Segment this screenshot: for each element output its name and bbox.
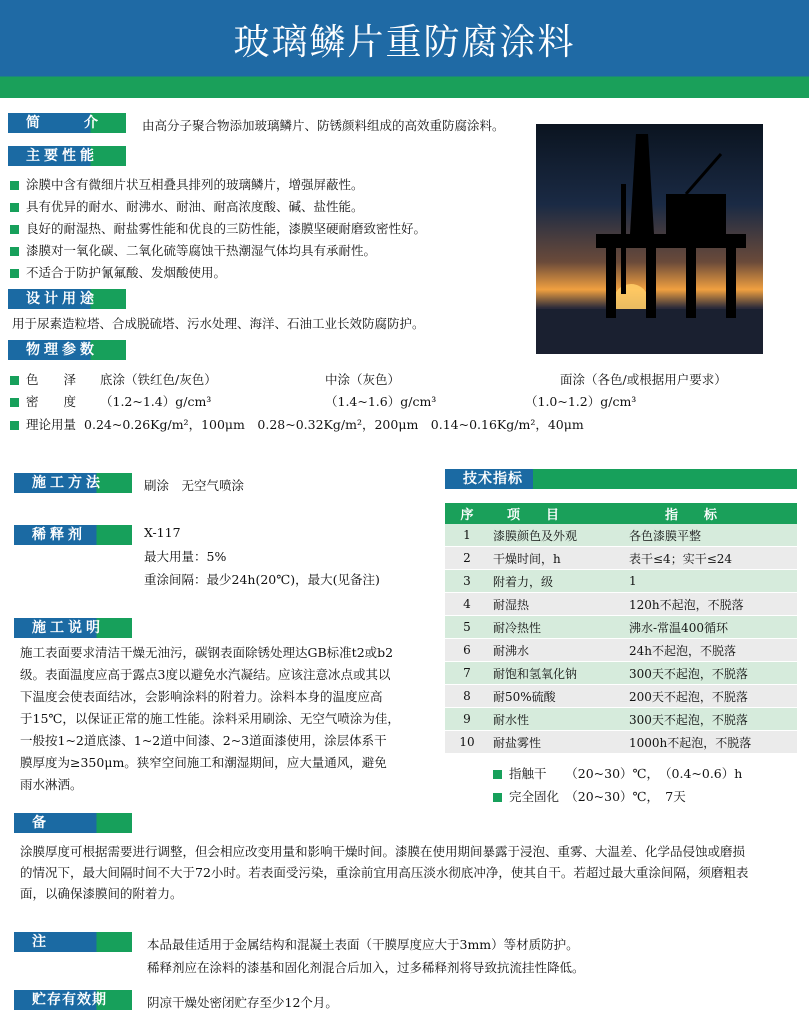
bullet-icon	[10, 269, 19, 278]
row-number: 5	[445, 616, 489, 639]
page-title: 玻璃鳞片重防腐涂料	[233, 22, 576, 63]
bullet-icon	[10, 247, 19, 256]
row-number: 6	[445, 639, 489, 662]
intro-text: 由高分子聚合物添加玻璃鳞片、防锈颜料组成的高效重防腐涂料。	[142, 118, 505, 133]
row-value: 300天不起泡，不脱落	[625, 662, 797, 685]
storage-text: 阴凉干燥处密闭贮存至少12个月。	[147, 995, 338, 1010]
bullet-icon	[10, 376, 19, 385]
row-number: 2	[445, 547, 489, 570]
row-item: 耐饱和氢氧化钠	[489, 662, 625, 685]
table-row	[445, 570, 797, 593]
instructions-tag: 施工说明	[14, 618, 132, 638]
table-row	[445, 708, 797, 731]
bullet-icon	[10, 225, 19, 234]
instructions-text: 施工表面要求清洁干燥无油污，碳钢表面除锈处理达GB标准t2或b2 级。表面温度应高于露点3度以避免水汽凝结。应该注意冰点或其以 下温度会使表面结冰，会影响涂料的附着力。涂料本身的温度应高 于15℃，以保证正常的施工性能。涂料采用刷涂、无空气喷涂为佳， 一般按1~2道底漆、1~2道中间漆、2~3道面漆使用，涂层体系干 膜厚度为≥350μm。狭窄空间施工和潮湿期间，应大量通风，避免 雨水淋洒。	[20, 645, 400, 792]
feature-item: 具有优异的耐水、耐沸水、耐油、耐高浓度酸、碱、盐性能。	[10, 197, 364, 215]
row-number: 9	[445, 708, 489, 731]
note-line: 稀释剂应在涂料的漆基和固化剂混合后加入，过多稀释剂将导致抗流挂性降低。	[147, 960, 585, 975]
oil-platform-photo	[536, 124, 763, 354]
physical-tag: 物理参数	[8, 340, 126, 360]
remarks-tag: 备	[14, 813, 132, 833]
storage-tag: 贮存有效期	[14, 990, 132, 1010]
full-cure-line: 完全固化 （20~30）℃， 7天	[493, 787, 686, 805]
remarks-text: 涂膜厚度可根据需要进行调整，但会相应改变用量和影响干燥时间。漆膜在使用期间暴露于浸泡、重雾、大温差、化学品侵蚀或磨损 的情况下，最大间隔时间不大于72小时。若表面受污染，重涂前宜用高压淡水彻底冲净，使其自干。若超过最大重涂间隔，须磨粗表 面，以确保漆膜间的附着力。	[20, 844, 749, 901]
row-value: 1000h不起泡，不脱落	[625, 731, 797, 754]
row-item: 耐水性	[489, 708, 625, 731]
row-number: 1	[445, 524, 489, 547]
row-number: 7	[445, 662, 489, 685]
table-row	[445, 524, 797, 547]
row-item: 干燥时间，h	[489, 547, 625, 570]
bullet-icon	[10, 421, 19, 430]
row-item: 附着力，级	[489, 570, 625, 593]
thinner-tag: 稀释剂	[14, 525, 132, 545]
color-top: 面涂（各色/或根据用户要求）	[560, 372, 727, 387]
row-value: 120h不起泡，不脱落	[625, 593, 797, 616]
row-item: 耐50%硫酸	[489, 685, 625, 708]
method-text: 刷涂 无空气喷涂	[144, 478, 245, 493]
bullet-icon	[493, 770, 502, 779]
features-tag: 主要性能	[8, 146, 126, 166]
feature-item: 漆膜对一氧化碳、二氧化硫等腐蚀干热潮湿气体均具有承耐性。	[10, 241, 376, 259]
density-top: （1.0~1.2）g/cm³	[525, 394, 637, 409]
bullet-icon	[10, 398, 19, 407]
theoretical-usage-row: 理论用量 0.24~0.26Kg/m²，100μm 0.28~0.32Kg/m²，200μm 0.14~0.16Kg/m²，40μm	[10, 415, 584, 433]
thinner-name: X-117	[144, 525, 181, 540]
color-row: 色 泽	[10, 370, 76, 388]
tech-spec-table	[445, 503, 797, 754]
row-number: 4	[445, 593, 489, 616]
thinner-max: 最大用量：5%	[144, 549, 227, 564]
row-value: 沸水-常温400循环	[625, 616, 797, 639]
row-value: 200天不起泡，不脱落	[625, 685, 797, 708]
row-number: 3	[445, 570, 489, 593]
bullet-icon	[10, 203, 19, 212]
usage-tag: 设计用途	[8, 289, 126, 309]
bullet-icon	[493, 793, 502, 802]
table-header: 序 项 目 指 标	[445, 503, 797, 524]
color-mid: 中涂（灰色）	[325, 372, 401, 387]
row-item: 耐湿热	[489, 593, 625, 616]
table-row	[445, 731, 797, 754]
touch-dry-line: 指触干 （20~30）℃， （0.4~0.6）h	[493, 764, 742, 782]
row-item: 耐沸水	[489, 639, 625, 662]
row-number: 10	[445, 731, 489, 754]
thinner-interval: 重涂间隔：最少24h(20℃)，最大(见备注)	[144, 572, 380, 587]
density-base: （1.2~1.4）g/cm³	[100, 394, 212, 409]
bullet-icon	[10, 181, 19, 190]
row-value: 各色漆膜平整	[625, 524, 797, 547]
feature-item: 良好的耐湿热、耐盐雾性能和优良的三防性能，漆膜坚硬耐磨致密性好。	[10, 219, 426, 237]
color-base: 底涂（铁红色/灰色）	[100, 372, 217, 387]
table-row	[445, 616, 797, 639]
table-row	[445, 547, 797, 570]
row-value: 1	[625, 570, 797, 593]
row-item: 耐冷热性	[489, 616, 625, 639]
row-value: 300天不起泡，不脱落	[625, 708, 797, 731]
density-mid: （1.4~1.6）g/cm³	[325, 394, 437, 409]
row-item: 漆膜颜色及外观	[489, 524, 625, 547]
table-row	[445, 593, 797, 616]
table-row	[445, 685, 797, 708]
feature-item: 不适合于防护氰氟酸、发烟酸使用。	[10, 263, 226, 281]
row-item: 耐盐雾性	[489, 731, 625, 754]
table-row	[445, 662, 797, 685]
table-row	[445, 639, 797, 662]
row-number: 8	[445, 685, 489, 708]
usage-text: 用于尿素造粒塔、合成脱硫塔、污水处理、海洋、石油工业长效防腐防护。	[12, 316, 425, 331]
feature-item: 涂膜中含有微细片状互相叠具排列的玻璃鳞片，增强屏蔽性。	[10, 175, 364, 193]
row-value: 表干≤4；实干≤24	[625, 547, 797, 570]
tech-tag: 技术指标	[445, 469, 797, 489]
density-row: 密 度	[10, 392, 76, 410]
intro-tag: 简 介	[8, 113, 126, 133]
note-line: 本品最佳适用于金属结构和混凝土表面（干膜厚度应大于3mm）等材质防护。	[147, 937, 579, 952]
method-tag: 施工方法	[14, 473, 132, 493]
notes-tag: 注	[14, 932, 132, 952]
row-value: 24h不起泡，不脱落	[625, 639, 797, 662]
